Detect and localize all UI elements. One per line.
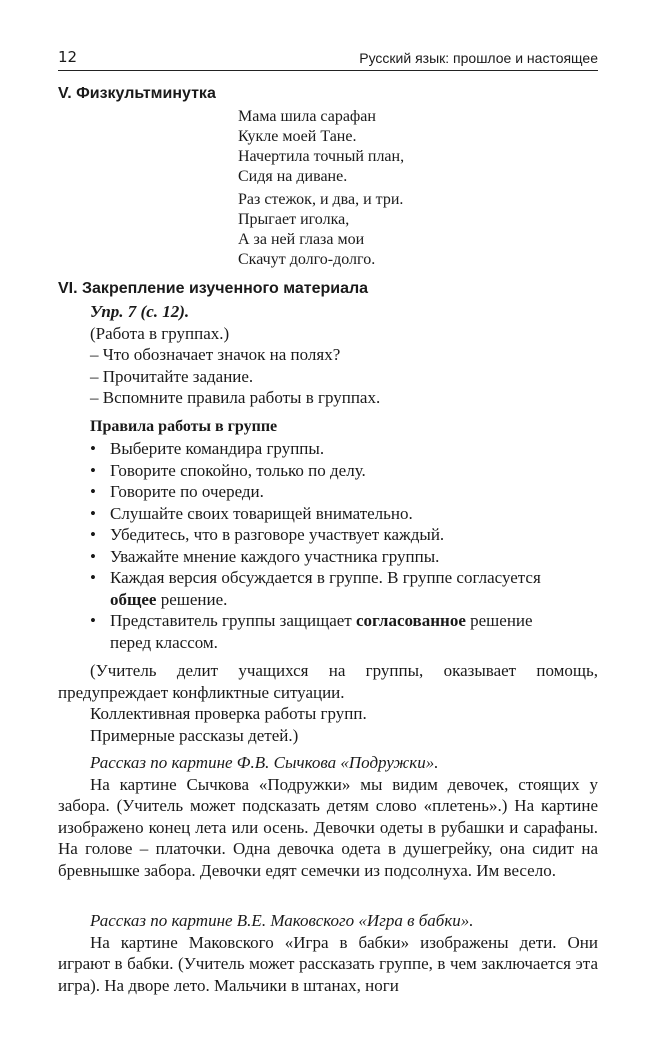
poem-line: Кукле моей Тане. — [238, 128, 357, 145]
poem-line: Начертила точный план, — [238, 148, 405, 165]
dialog-line: – Прочитайте задание. — [90, 366, 254, 386]
dialog-line: – Вспомните правила работы в группах. — [90, 388, 381, 407]
exercise-reference: Упр. 7 (с. 12). — [90, 302, 190, 321]
running-title: Русский язык: прошлое и настоящее — [359, 50, 598, 66]
poem-line: Скачут долго-долго. — [238, 251, 376, 268]
story-2 — [58, 910, 598, 996]
list-item: • Представитель группы защищает согласованное решение перед классом. — [90, 611, 533, 652]
poem-line: Прыгает иголка, — [238, 211, 350, 228]
poem-stanza-1 — [238, 107, 404, 187]
running-header — [58, 48, 598, 71]
list-item: • Выберите командира группы. — [90, 439, 325, 458]
story-text: На картине Сычкова «Подружки» мы видим девочек, стоящих у забора. (Учитель может подсказать детям слово «плетень».) На картине изображено конец лета или осень. Девочки одеты в рубашки и сарафаны. На голове – платочки. Одна девочка одета в душегрейку, она сидит на бревнышке забора. Девочки едят семечки из подсолнуха. Им весело. — [58, 774, 598, 880]
list-item: • Убедитесь, что в разговоре участвует каждый. — [90, 525, 445, 544]
list-item: • Каждая версия обсуждается в группе. В группе согласуется общее решение. — [90, 568, 541, 609]
poem-line: Сидя на диване. — [238, 168, 348, 185]
poem-stanza-2 — [238, 190, 403, 270]
list-item: • Говорите спокойно, только по делу. — [90, 460, 366, 480]
section-heading-6: VI. Закрепление изученного материала — [58, 280, 369, 297]
list-item: • Слушайте своих товарищей внимательно. — [90, 503, 413, 523]
page-number: 12 — [58, 48, 78, 66]
teacher-note: (Учитель делит учащихся на группы, оказывает помощь, предупреждает конфликтные ситуации. Коллективная проверка работы групп. Примерные рассказы детей.) — [58, 661, 598, 745]
story-text: На картине Маковского «Игра в бабки» изображены дети. Они играют в бабки. (Учитель может рассказать группе, в чем заключается эта игра). На дворе лето. Мальчики в штанах, ноги — [58, 932, 598, 995]
rules-title: Правила работы в группе — [90, 418, 278, 435]
story-title: Рассказ по картине Ф.В. Сычкова «Подружки». — [90, 753, 439, 772]
list-item: • Уважайте мнение каждого участника группы. — [90, 546, 440, 566]
section-heading-5: V. Физкультминутка — [58, 85, 216, 102]
story-1 — [58, 752, 598, 881]
exercise-block — [90, 301, 598, 409]
poem-line: А за ней глаза мои — [238, 231, 365, 248]
poem-line: Мама шила сарафан — [238, 108, 376, 125]
list-item: • Говорите по очереди. — [90, 482, 264, 501]
story-title: Рассказ по картине В.Е. Маковского «Игра в бабки». — [90, 911, 474, 930]
text-line: (Работа в группах.) — [90, 323, 230, 343]
dialog-line: – Что обозначает значок на полях? — [90, 345, 341, 364]
poem-line: Раз стежок, и два, и три. — [238, 191, 404, 208]
rules-list — [90, 438, 598, 653]
